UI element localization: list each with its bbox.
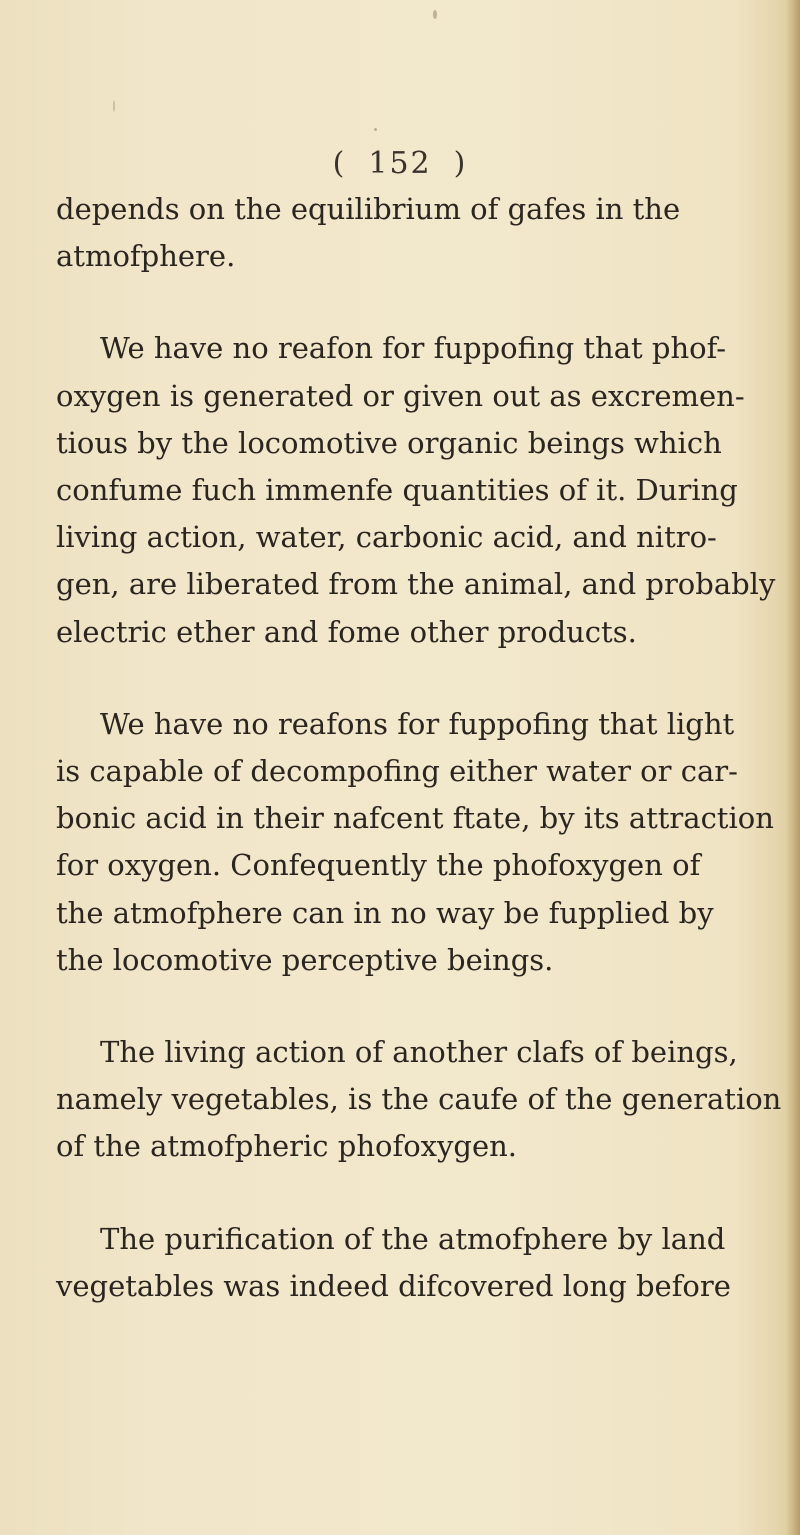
text-line: oxygen is generated or given out as excremen- <box>56 378 745 413</box>
page-number: ( 152 ) <box>332 146 468 181</box>
body-text <box>56 186 782 1310</box>
text-line: bonic acid in their nafcent ftate, by its attraction <box>56 801 774 836</box>
ink-speck <box>433 10 437 19</box>
paragraph-5 <box>56 1216 746 1310</box>
text-line: living action, water, carbonic acid, and nitro- <box>56 520 717 555</box>
text-line: The living action of another clafs of beings, <box>100 1035 738 1070</box>
page-edge-shadow <box>786 0 800 1535</box>
ink-speck <box>374 128 377 131</box>
text-line: the locomotive perceptive beings. <box>56 942 554 977</box>
paragraph-2 <box>56 325 776 655</box>
text-line: is capable of decompofing either water or car- <box>56 754 738 789</box>
text-line: namely vegetables, is the caufe of the generation <box>56 1082 782 1117</box>
text-line: The purification of the atmofphere by land <box>100 1221 726 1256</box>
text-line: gen, are liberated from the animal, and probably <box>56 567 776 602</box>
paragraph-1 <box>56 186 746 280</box>
text-line: the atmofphere can in no way be fupplied by <box>56 895 714 930</box>
page-number-value: 152 <box>368 146 432 181</box>
text-line: vegetables was indeed difcovered long before <box>56 1268 731 1303</box>
text-line: We have no reafons for fuppofing that light <box>100 706 735 741</box>
text-line: for oxygen. Confequently the phofoxygen of <box>56 848 701 883</box>
paragraph-4 <box>56 1029 782 1171</box>
text-line: confume fuch immenfe quantities of it. During <box>56 473 738 508</box>
paragraph-3 <box>56 701 774 984</box>
text-line: We have no reafon for fuppofing that phof- <box>100 331 727 366</box>
text-line: atmofphere. <box>56 239 236 274</box>
ink-speck <box>113 100 115 112</box>
text-line: of the atmofpheric phofoxygen. <box>56 1129 518 1164</box>
text-line: tious by the locomotive organic beings which <box>56 425 722 460</box>
text-line: depends on the equilibrium of gafes in the <box>56 192 681 226</box>
text-line: electric ether and fome other products. <box>56 614 637 649</box>
